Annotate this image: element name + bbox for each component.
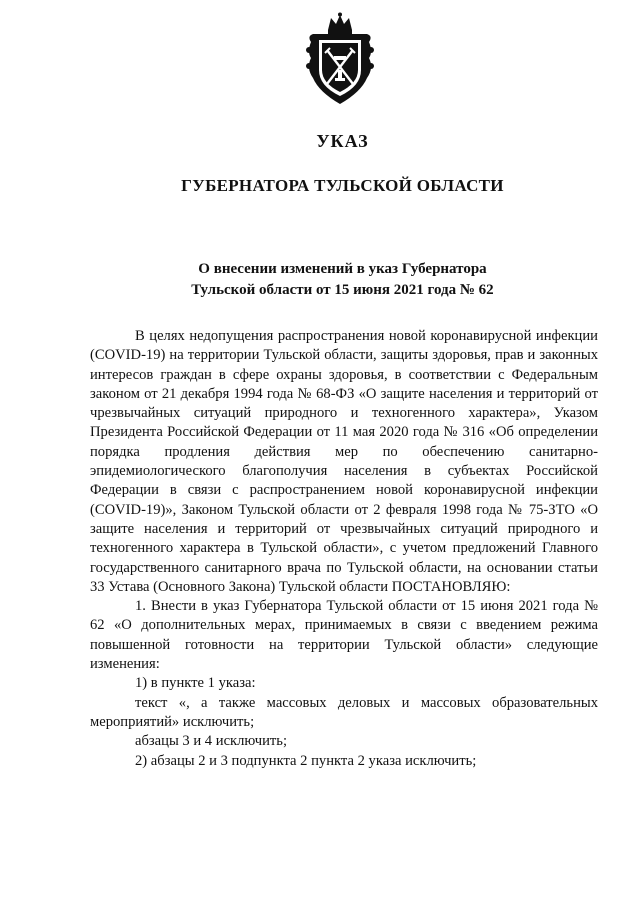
subitem-1-text-paragraph: текст «, а также массовых деловых и массовых образовательных мероприятий» исключить; xyxy=(90,694,598,730)
document-subject-line-1: О внесении изменений в указ Губернатора xyxy=(198,261,487,277)
subitem-2-paragraph: 2) абзацы 2 и 3 подпункта 2 пункта 2 указа исключить; xyxy=(135,752,477,769)
preamble-paragraph: В целях недопущения распространения новой коронавирусной инфекции (COVID-19) на территории Тульской области, защиты здоровья, прав и законных интересов граждан в сфере охраны здоровья, в соответствии с Федеральным законом от 21 декабря 1994 года № 68-ФЗ «О защите населения и территорий от чрезвычайных ситуаций природного и техногенного характера», Указом Президента Российской Федерации от 11 мая 2020 года № 316 «Об определении порядка продления действия мер по обеспечению санитарно-эпидемиологического благополучия населения в субъектах Российской Федерации в связи с распространением новой коронавирусной инфекции (COVID-19)», Законом Тульской области от 2 февраля 1998 года № 75-ЗТО «О защите населения и территорий от чрезвычайных ситуаций природного и техногенного характера в Тульской области», с учетом предложений Главного государственного санитарного врача по Тульской области, на основании статьи 33 Устава (Основного Закона) Тульской области ПОСТАНОВЛЯЮ: xyxy=(90,328,598,595)
subitem-1-paragraph: 1) в пункте 1 указа: xyxy=(135,675,256,692)
document-subject xyxy=(100,259,585,301)
item-1-paragraph: 1. Внести в указ Губернатора Тульской области от 15 июня 2021 года № 62 «О дополнительных мерах, принимаемых в связи с введением режима повышенной готовности на территории Тульской области» следующие изменения: xyxy=(90,598,598,673)
subitem-1-paras-paragraph: абзацы 3 и 4 исключить; xyxy=(135,733,288,750)
document-subject-line-2: Тульской области от 15 июня 2021 года № 62 xyxy=(191,282,494,298)
tula-coat-of-arms-icon xyxy=(301,12,379,108)
document-body xyxy=(90,327,598,771)
issuer-title: ГУБЕРНАТОРА ТУЛЬСКОЙ ОБЛАСТИ xyxy=(181,176,504,195)
document-type-title: УКАЗ xyxy=(316,131,369,151)
coat-of-arms-emblem xyxy=(301,12,379,108)
